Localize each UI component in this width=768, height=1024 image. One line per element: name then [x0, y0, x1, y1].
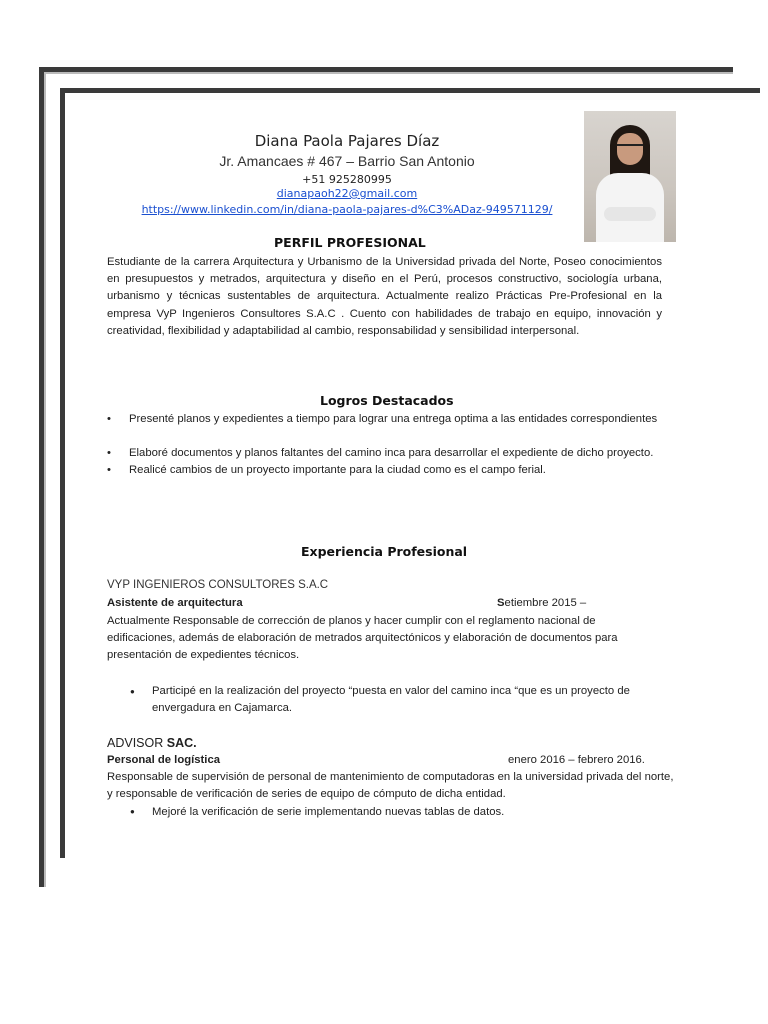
- job-date-rest: etiembre 2015 –: [504, 597, 587, 609]
- company-name: [107, 736, 197, 750]
- list-item: • Realicé cambios de un proyecto importante para la ciudad como es el campo ferial.: [107, 463, 672, 477]
- list-item: ● Participé en la realización del proyecto “puesta en valor del camino inca “que es un proyecto de envergadura en Cajamarca.: [130, 683, 670, 717]
- job-role: Personal de logística: [107, 754, 221, 766]
- frame-border-left-inner: [60, 88, 65, 858]
- job-role: Asistente de arquitectura: [107, 597, 243, 609]
- phone-number: +51 925280995: [302, 173, 392, 186]
- job-achievements: [130, 805, 670, 819]
- email-link[interactable]: dianapaoh22@gmail.com: [276, 187, 418, 200]
- frame-border-top-inner: [60, 88, 760, 93]
- section-title-logros: Logros Destacados: [320, 393, 454, 408]
- linkedin-link[interactable]: https://www.linkedin.com/in/diana-paola-pajares-d%C3%ADaz-949571129/: [141, 203, 553, 216]
- profile-photo: [584, 111, 676, 242]
- job-date: [497, 597, 586, 609]
- address: Jr. Amancaes # 467 – Barrio San Antonio: [219, 153, 475, 169]
- frame-border-left-shadow: [44, 72, 46, 887]
- list-item: • Elaboré documentos y planos faltantes del camino inca para desarrollar el expediente de dicho proyecto.: [107, 446, 672, 460]
- company-name: VYP INGENIEROS CONSULTORES S.A.C: [107, 579, 329, 591]
- perfil-paragraph: Estudiante de la carrera Arquitectura y Urbanismo de la Universidad privada del Norte, Poseo conocimientos en presupuestos y metrados, arquitectura y diseño en el Perú, procesos constructivo, sociología urbana, urbanismo y técnicas sustentables de arquitectura. Actualmente realizo Prácticas Pre-Profesional en la empresa VyP Ingenieros Consultores S.A.C . Cuento con habilidades de trabajo en equipo, innovación y creatividad, flexibilidad y adaptabilidad al cambio, responsabilidad y sensibilidad interpersonal.: [107, 256, 662, 337]
- job-description: Actualmente Responsable de corrección de planos y hacer cumplir con el reglamento nacional de edificaciones, además de elaboración de metrados arquitectónicos y elaboración de documentos para presentación de expedientes técnicos.: [107, 615, 618, 661]
- job-date: enero 2016 – febrero 2016.: [508, 754, 645, 766]
- logros-list: [107, 412, 672, 477]
- job-date-initial: S: [497, 597, 505, 609]
- section-title-perfil: PERFIL PROFESIONAL: [274, 235, 426, 250]
- job-achievements: [130, 683, 670, 717]
- job-description: Responsable de supervisión de personal de mantenimiento de computadoras en la universidad privada del norte, y responsable de verificación de series de equipo de cómputo de dicha entidad.: [107, 771, 674, 800]
- candidate-name: Diana Paola Pajares Díaz: [254, 132, 440, 150]
- list-item: • Presenté planos y expedientes a tiempo para lograr una entrega optima a las entidades correspondientes: [107, 412, 672, 426]
- list-item: ● Mejoré la verificación de serie implementando nuevas tablas de datos.: [130, 805, 670, 819]
- company-name-suffix: SAC.: [166, 736, 197, 750]
- frame-border-top-shadow: [44, 72, 733, 74]
- section-title-experiencia: Experiencia Profesional: [301, 544, 468, 559]
- company-name-prefix: ADVISOR: [107, 736, 164, 750]
